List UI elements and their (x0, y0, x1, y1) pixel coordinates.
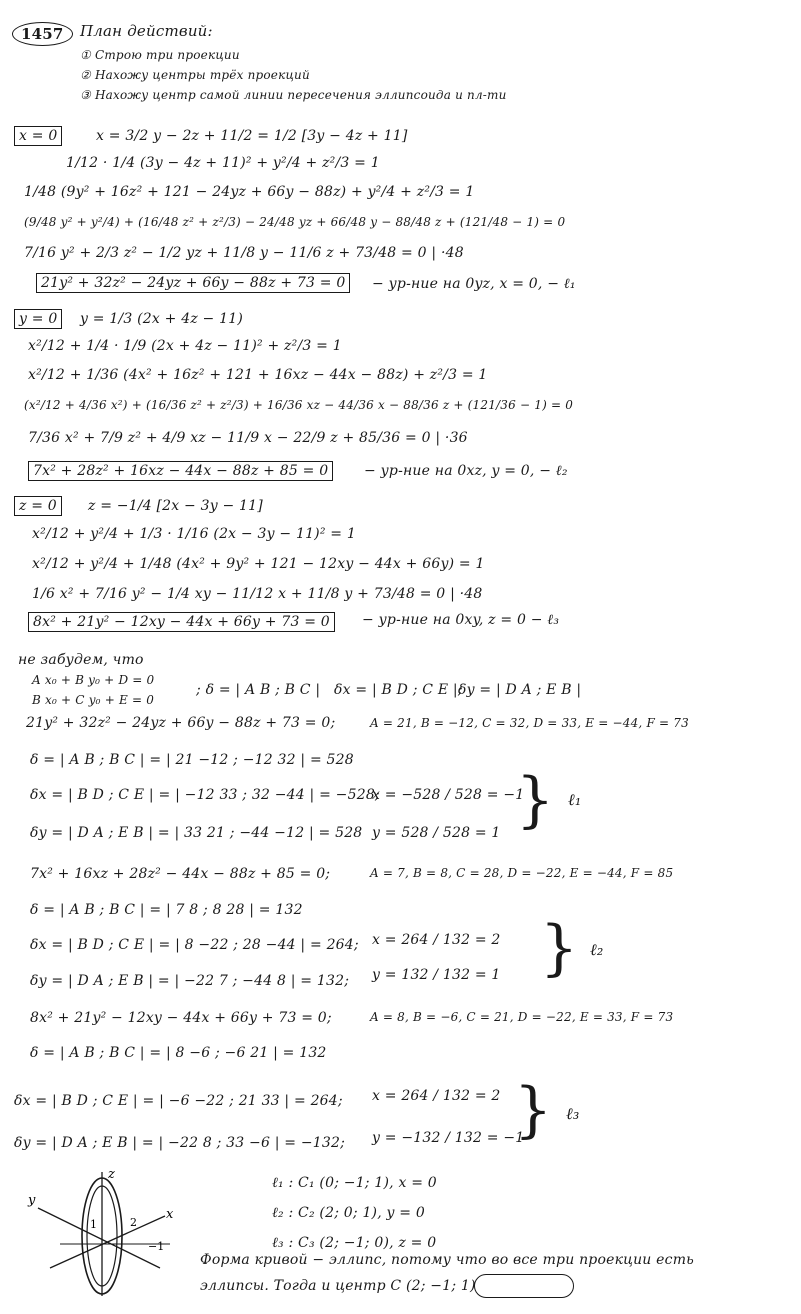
calc-l2-x: x = 264 / 132 = 2 (372, 932, 501, 948)
calc-l2-y: y = 132 / 132 = 1 (372, 967, 501, 983)
section-z-line-4: 1/6 x² + 7/16 y² − 1/4 xy − 11/12 x + 11/8 y + 73/48 = 0 | ·48 (32, 586, 483, 602)
section-x-line-2: 1/12 · 1/4 (3y − 4z + 11)² + y²/4 + z²/3 = 1 (66, 155, 380, 171)
sketch-tick-2: 2 (130, 1216, 137, 1229)
reminder-delta-y: δy = | D A ; E B | (458, 682, 582, 698)
conclusion-line-2: эллипсы. Тогда и центр C (2; −1; 1) (200, 1278, 476, 1294)
sketch-tick-neg1: −1 (148, 1240, 165, 1253)
sketch-axis-z: z (108, 1168, 115, 1182)
section-x-line-3: 1/48 (9y² + 16z² + 121 − 24yz + 66y − 88z) + y²/4 + z²/3 = 1 (24, 184, 475, 200)
calc-l1-equation: 21y² + 32z² − 24yz + 66y − 88z + 73 = 0; (26, 715, 336, 731)
center-l1: ℓ₁ : C₁ (0; −1; 1), x = 0 (272, 1175, 437, 1191)
calc-l2-equation: 7x² + 16xz + 28z² − 44x − 88z + 85 = 0; (30, 866, 331, 882)
section-z-caption: − ур-ние на 0xy, z = 0 − ℓ₃ (362, 612, 560, 628)
calc-l1-delta-x: δx = | B D ; C E | = | −12 33 ; 32 −44 | = −528; (30, 787, 380, 803)
section-y-caption: − ур-ние на 0xz, y = 0, − ℓ₂ (364, 463, 568, 479)
calc-l2-brace: } (540, 913, 579, 983)
section-z-line-2: x²/12 + y²/4 + 1/3 · 1/16 (2x − 3y − 11)² = 1 (32, 526, 356, 542)
calc-l3-x: x = 264 / 132 = 2 (372, 1088, 501, 1104)
calc-l3-brace: } (514, 1075, 553, 1145)
section-y-result: 7x² + 28z² + 16xz − 44x − 88z + 85 = 0 (28, 461, 333, 481)
section-x-line-4: (9/48 y² + y²/4) + (16/48 z² + z²/3) − 24/48 yz + 66/48 y − 88/48 z + (121/48 − 1) = 0 (24, 215, 566, 229)
calc-l2-delta-y: δy = | D A ; E B | = | −22 7 ; −44 8 | = 132; (30, 973, 350, 989)
section-x-line-1: x = 3/2 y − 2z + 11/2 = 1/2 [3y − 4z + 11] (96, 128, 408, 144)
sketch-axis-y: y (28, 1193, 36, 1208)
section-y-line-3: x²/12 + 1/36 (4x² + 16z² + 121 + 16xz − 44x − 88z) + z²/3 = 1 (28, 367, 488, 383)
calc-l1-coeffs: A = 21, B = −12, C = 32, D = 33, E = −44, F = 73 (370, 716, 689, 730)
section-y-line-4: (x²/12 + 4/36 x²) + (16/36 z² + z²/3) + 16/36 xz − 44/36 x − 88/36 z + (121/36 − 1) = 0 (24, 398, 574, 412)
section-x-result: 21y² + 32z² − 24yz + 66y − 88z + 73 = 0 (36, 273, 350, 293)
reminder-delta: ; δ = | A B ; B C | (196, 682, 321, 698)
section-x-line-5: 7/16 y² + 2/3 z² − 1/2 yz + 11/8 y − 11/6 z + 73/48 = 0 | ·48 (24, 245, 464, 261)
reminder-delta-x: δx = | B D ; C E |; (334, 682, 463, 698)
section-z-result: 8x² + 21y² − 12xy − 44x + 66y + 73 = 0 (28, 612, 335, 632)
section-y-line-2: x²/12 + 1/4 · 1/9 (2x + 4z − 11)² + z²/3 = 1 (28, 338, 342, 354)
center-l3: ℓ₃ : C₃ (2; −1; 0), z = 0 (272, 1235, 437, 1251)
calc-l3-delta: δ = | A B ; B C | = | 8 −6 ; −6 21 | = 132 (30, 1045, 327, 1061)
calc-l1-brace: } (516, 765, 555, 835)
calc-l3-y: y = −132 / 132 = −1 (372, 1130, 525, 1146)
calc-l1-label: ℓ₁ (568, 790, 582, 809)
ellipsoid-sketch (20, 1168, 200, 1298)
calc-l3-equation: 8x² + 21y² − 12xy − 44x + 66y + 73 = 0; (30, 1010, 332, 1026)
conclusion-line-1: Форма кривой − эллипс, потому что во все три проекции есть (200, 1252, 694, 1268)
calc-l2-delta: δ = | A B ; B C | = | 7 8 ; 8 28 | = 132 (30, 902, 303, 918)
calc-l1-x: x = −528 / 528 = −1 (372, 787, 525, 803)
section-tag-x: x = 0 (14, 126, 62, 146)
calc-l2-coeffs: A = 7, B = 8, C = 28, D = −22, E = −44, F = 85 (370, 866, 674, 880)
reminder-system-2: B x₀ + C y₀ + E = 0 (32, 693, 155, 707)
calc-l1-delta: δ = | A B ; B C | = | 21 −12 ; −12 32 | = 528 (30, 752, 354, 768)
section-z-line-1: z = −1/4 [2x − 3y − 11] (88, 498, 263, 514)
calc-l3-delta-y: δy = | D A ; E B | = | −22 8 ; 33 −6 | = −132; (14, 1135, 346, 1151)
plan-step-1: ① Строю три проекции (80, 48, 240, 62)
sketch-axis-x: x (166, 1207, 174, 1222)
plan-step-3: ③ Нахожу центр самой линии пересечения эллипсоида и пл-ти (80, 88, 507, 102)
reminder-title: не забудем, что (18, 652, 144, 668)
plan-step-2: ② Нахожу центры трёх проекций (80, 68, 310, 82)
problem-number: 1457 (12, 22, 73, 46)
section-x-caption: − ур-ние на 0yz, x = 0, − ℓ₁ (372, 276, 576, 292)
section-tag-y: y = 0 (14, 309, 62, 329)
section-z-line-3: x²/12 + y²/4 + 1/48 (4x² + 9y² + 121 − 12xy − 44x + 66y) = 1 (32, 556, 485, 572)
section-y-line-5: 7/36 x² + 7/9 z² + 4/9 xz − 11/9 x − 22/9 z + 85/36 = 0 | ·36 (28, 430, 468, 446)
calc-l1-y: y = 528 / 528 = 1 (372, 825, 501, 841)
calc-l1-delta-y: δy = | D A ; E B | = | 33 21 ; −44 −12 | = 528 (30, 825, 363, 841)
calc-l3-delta-x: δx = | B D ; C E | = | −6 −22 ; 21 33 | = 264; (14, 1093, 343, 1109)
reminder-system-1: A x₀ + B y₀ + D = 0 (32, 673, 155, 687)
section-y-line-1: y = 1/3 (2x + 4z − 11) (80, 311, 244, 327)
calc-l3-label: ℓ₃ (566, 1104, 580, 1123)
center-l2: ℓ₂ : C₂ (2; 0; 1), y = 0 (272, 1205, 425, 1221)
calc-l2-delta-x: δx = | B D ; C E | = | 8 −22 ; 28 −44 | = 264; (30, 937, 359, 953)
sketch-tick-1: 1 (90, 1218, 97, 1231)
plan-title: План действий: (80, 22, 213, 40)
center-highlight (474, 1274, 574, 1298)
section-tag-z: z = 0 (14, 496, 62, 516)
calc-l3-coeffs: A = 8, B = −6, C = 21, D = −22, E = 33, F = 73 (370, 1010, 674, 1024)
calc-l2-label: ℓ₂ (590, 940, 604, 959)
